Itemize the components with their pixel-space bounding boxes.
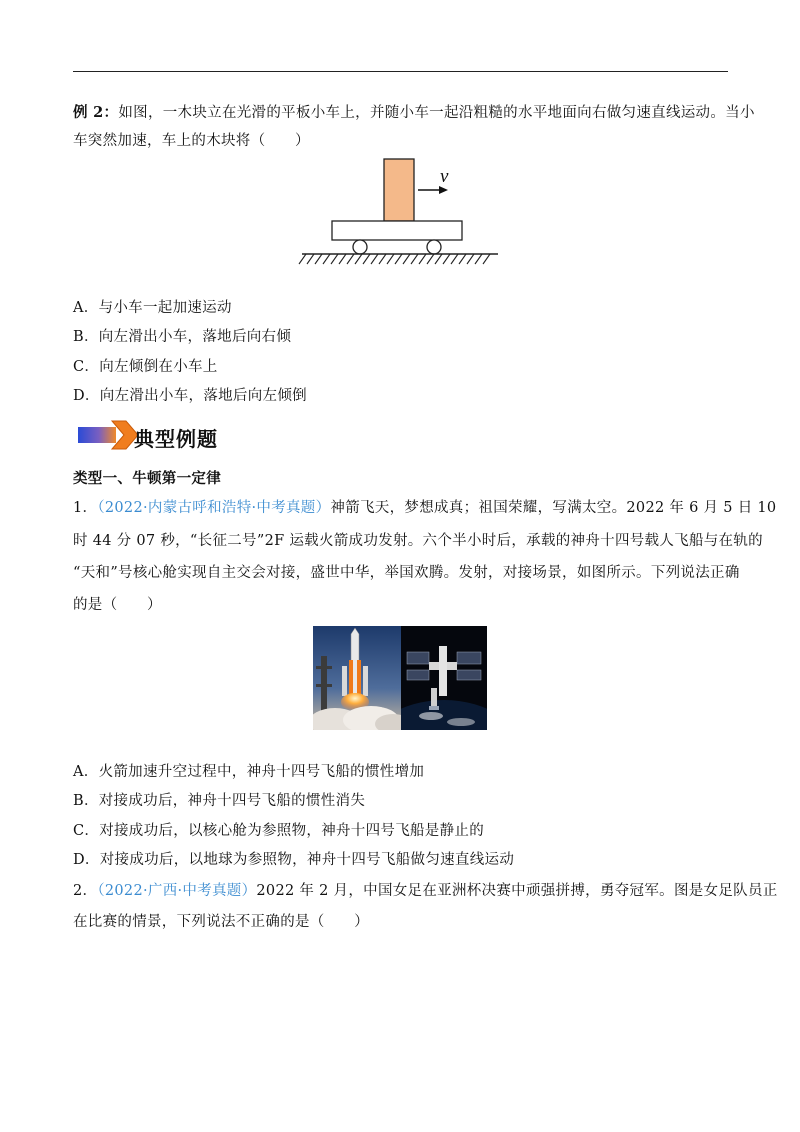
q1-text-1: 神箭飞天，梦想成真；祖国荣耀，写满太空。2022 年 6 月 5 日 10	[330, 500, 777, 516]
example2-line1	[73, 103, 755, 123]
q1-line1	[73, 498, 776, 518]
example2-text-1: 如图，一木块立在光滑的平板小车上，并随小车一起沿粗糙的水平地面向右做匀速直线运动。当小	[118, 105, 755, 121]
space-station-photo	[401, 626, 487, 730]
example2-line2: 车突然加速，车上的木块将（ ）	[73, 133, 310, 149]
cart-body	[332, 221, 462, 240]
q1-line4: 的是（ ）	[73, 597, 162, 613]
q1-line2: 时 44 分 07 秒，“长征二号”2F 运载火箭成功发射。六个半小时后，承载的神舟十四号载人飞船与在轨的	[73, 533, 763, 549]
q1-option-c: C．对接成功后，以核心舱为参照物，神舟十四号飞船是静止的	[73, 823, 484, 839]
velocity-arrowhead	[439, 186, 448, 194]
example2-label: 例 2：	[73, 104, 119, 121]
wooden-block	[384, 159, 414, 221]
q2-line1	[73, 881, 778, 901]
rocket-launch-photo	[313, 626, 401, 730]
q1-option-b: B．对接成功后，神舟十四号飞船的惯性消失	[73, 793, 366, 809]
example2-option-d: D．向左滑出小车，落地后向左倾倒	[73, 388, 307, 404]
q2-number: 2．	[73, 883, 98, 899]
example2-option-b: B．向左滑出小车，落地后向右倾	[73, 329, 292, 345]
example2-option-a: A．与小车一起加速运动	[73, 300, 232, 316]
example2-option-c: C．向左倾倒在小车上	[73, 359, 218, 375]
cart-wheel-right	[427, 240, 441, 254]
q2-text-1: 2022 年 2 月，中国女足在亚洲杯决赛中顽强拼搏，勇夺冠军。图是女足队员正	[256, 883, 778, 899]
q1-number: 1．	[73, 500, 98, 516]
q1-source: （2022·内蒙古呼和浩特·中考真题）	[97, 500, 331, 516]
section-banner-title: 典型例题	[134, 427, 218, 451]
q2-line2: 在比赛的情景，下列说法不正确的是（ ）	[73, 914, 369, 930]
q1-line3: “天和”号核心舱实现自主交会对接，盛世中华，举国欢腾。发射，对接场景，如图所示。下列说法正确	[73, 565, 740, 581]
arrow-chevron-icon	[78, 421, 138, 449]
ground-hatch	[299, 254, 490, 264]
q1-option-d: D．对接成功后，以地球为参照物，神舟十四号飞船做匀速直线运动	[73, 852, 515, 868]
header-rule	[73, 71, 728, 72]
q1-option-a: A．火箭加速升空过程中，神舟十四号飞船的惯性增加	[73, 764, 425, 780]
velocity-label: v	[440, 166, 449, 187]
type-heading: 类型一、牛顿第一定律	[73, 471, 221, 487]
q2-source: （2022·广西·中考真题）	[97, 883, 257, 899]
cart-block-figure	[298, 156, 502, 270]
cart-wheel-left	[353, 240, 367, 254]
